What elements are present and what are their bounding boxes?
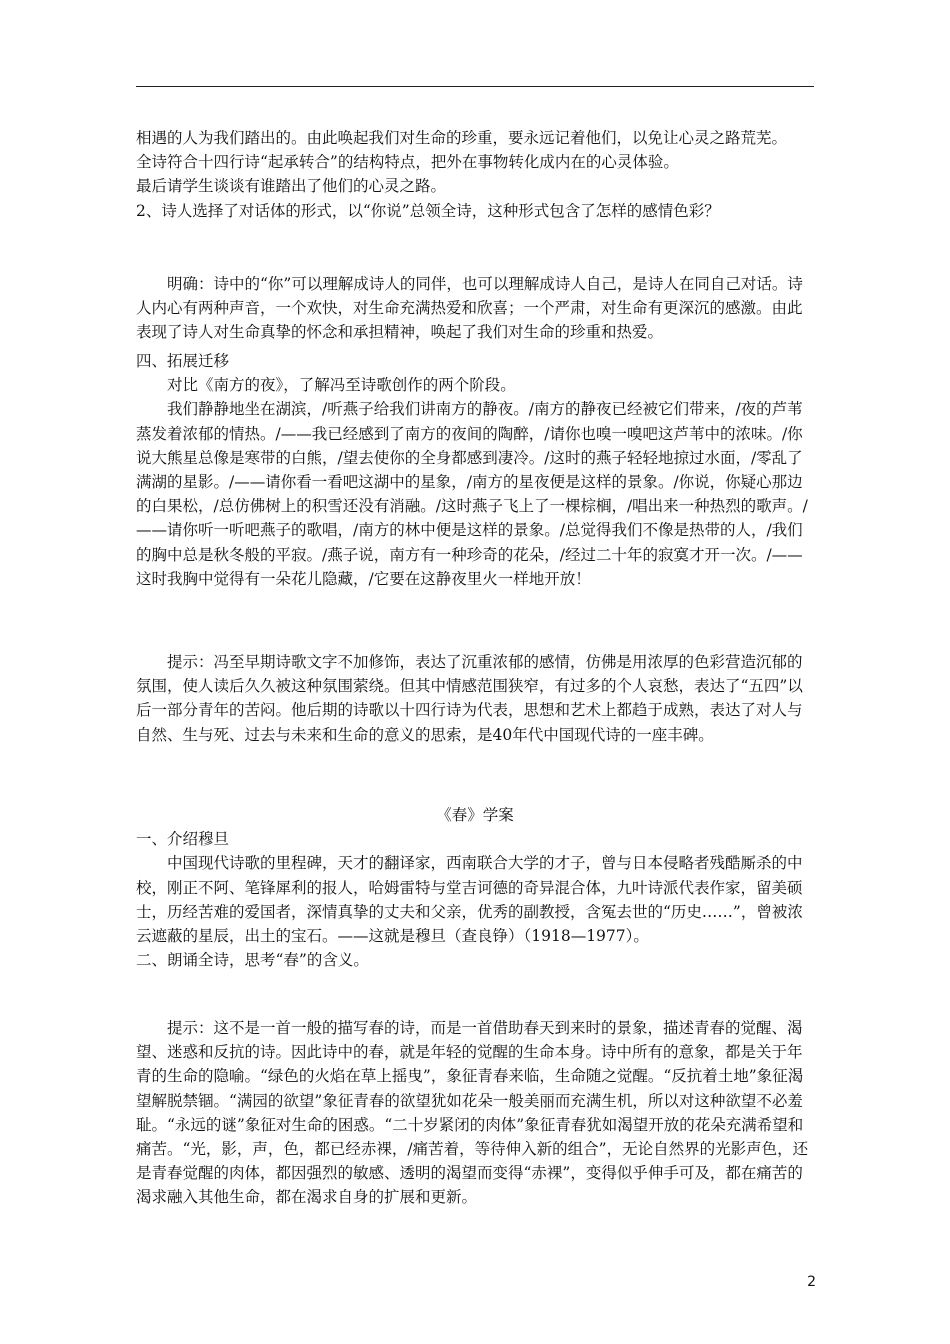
text-line: 最后请学生谈谈有谁踏出了他们的心灵之路。: [136, 177, 447, 196]
section-heading-2: 二、朗诵全诗，思考“春”的含义。: [136, 951, 369, 970]
tishi-2-block: [136, 1016, 814, 1210]
mingque-block: [136, 272, 814, 345]
chun-title: 《春》学案: [436, 806, 514, 824]
tuozhan-intro: 对比《南方的夜》，了解冯至诗歌创作的两个阶段。: [167, 376, 516, 395]
section-heading-1: 一、介绍穆旦: [136, 830, 230, 849]
tuozhan-block: [136, 349, 814, 591]
tishi-2-paragraph: 提示：这不是一首一般的描写春的诗，而是一首借助春天到来时的景象，描述青春的觉醒、渴望、迷惑和反抗的诗。因此诗中的春，就是年轻的觉醒的生命本身。诗中所有的意象，都是关于年青的生命的隐喻。“绿色的火焰在草上摇曳”，象征青春来临，生命随之觉醒。“反抗着土地”象征渴望解脱禁锢。“满园的欲望”象征青春的欲望犹如花朵一般美丽而充满生机，所以对这种欲望不必羞耻。“永远的谜”象征对生命的困惑。“二十岁紧闭的肉体”象征青春犹如渴望开放的花朵充满希望和痛苦。“光，影，声，色，都已经赤裸，/痛苦着，等待伸入新的组合”，无论自然界的光影声色，还是青春觉醒的肉体，都因强烈的敏感、透明的渴望而变得“赤裸”，变得似乎伸手可及，都在痛苦的渴求融入其他生命，都在渴求自身的扩展和更新。: [136, 1019, 809, 1207]
tishi-1-paragraph: 提示：冯至早期诗歌文字不加修饰，表达了沉重浓郁的感情，仿佛是用浓厚的色彩营造沉郁的氛围，使人读后久久被这种氛围萦绕。但其中情感范围狭窄，有过多的个人哀愁，表达了“五四”以后一部分青年的苦闷。他后期的诗歌以十四行诗为代表，思想和艺术上都趋于成熟，表达了对人与自然、生与死、过去与未来和生命的意义的思索，是40年代中国现代诗的一座丰碑。: [136, 653, 803, 744]
text-line: 相遇的人为我们踏出的。由此唤起我们对生命的珍重，要永远记着他们，以免让心灵之路荒芜。: [136, 129, 788, 147]
text-line: 全诗符合十四行诗“起承转合”的结构特点，把外在事物转化成内在的心灵体验。: [136, 153, 679, 172]
chun-block: [136, 803, 814, 972]
header-rule: [136, 86, 814, 87]
section-heading-4: 四、拓展迁移: [136, 352, 230, 370]
mudan-intro: 中国现代诗歌的里程碑，天才的翻译家，西南联合大学的才子，曾与日本侵略者残酷厮杀的中校，刚正不阿、笔锋犀利的报人，哈姆雷特与堂吉诃德的奇异混合体，九叶诗派代表作家，留美硕士，历经苦难的爱国者，深情真挚的丈夫和父亲，优秀的副教授，含冤去世的“历史……”，曾被浓云遮蔽的星辰，出土的宝石。——这就是穆旦（查良铮）（1918—1977）。: [136, 854, 803, 946]
poem-nanfang-de-ye: 我们静静地坐在湖滨，/听燕子给我们讲南方的静夜。/南方的静夜已经被它们带来，/夜的芦苇蒸发着浓郁的情热。/——我已经感到了南方的夜间的陶醉，/请你也嗅一嗅吧这芦苇中的浓味。/你说大熊星总像是寒带的白熊，/望去使你的全身都感到凄冷。/这时的燕子轻轻地掠过水面，/零乱了满湖的星影。/——请你看一看吧这湖中的星象，/南方的星夜便是这样的景象。/你说，你疑心那边的白果松，/总仿佛树上的积雪还没有消融。/这时燕子飞上了一棵棕榈，/唱出来一种热烈的歌声。/——请你听一听吧燕子的歌唱，/南方的林中便是这样的景象。/总觉得我们不像是热带的人，/我们的胸中总是秋冬般的平寂。/燕子说，南方有一种珍奇的花朵，/经过二十年的寂寞才开一次。/——这时我胸中觉得有一朵花儿隐藏，/它要在这静夜里火一样地开放！: [136, 400, 808, 588]
question-2: 2、诗人选择了对话体的形式，以“你说”总领全诗，这种形式包含了怎样的感情色彩？: [136, 201, 720, 220]
tishi-1-block: [136, 650, 814, 747]
section-1: [136, 126, 814, 223]
page-number: 2: [807, 1274, 816, 1290]
mingque-paragraph: 明确：诗中的“你”可以理解成诗人的同伴，也可以理解成诗人自己，是诗人在同自己对话。诗人内心有两种声音，一个欢快，对生命充满热爱和欣喜；一个严肃，对生命有更深沉的感激。由此表现了诗人对生命真挚的怀念和承担精神，唤起了我们对生命的珍重和热爱。: [136, 275, 803, 342]
